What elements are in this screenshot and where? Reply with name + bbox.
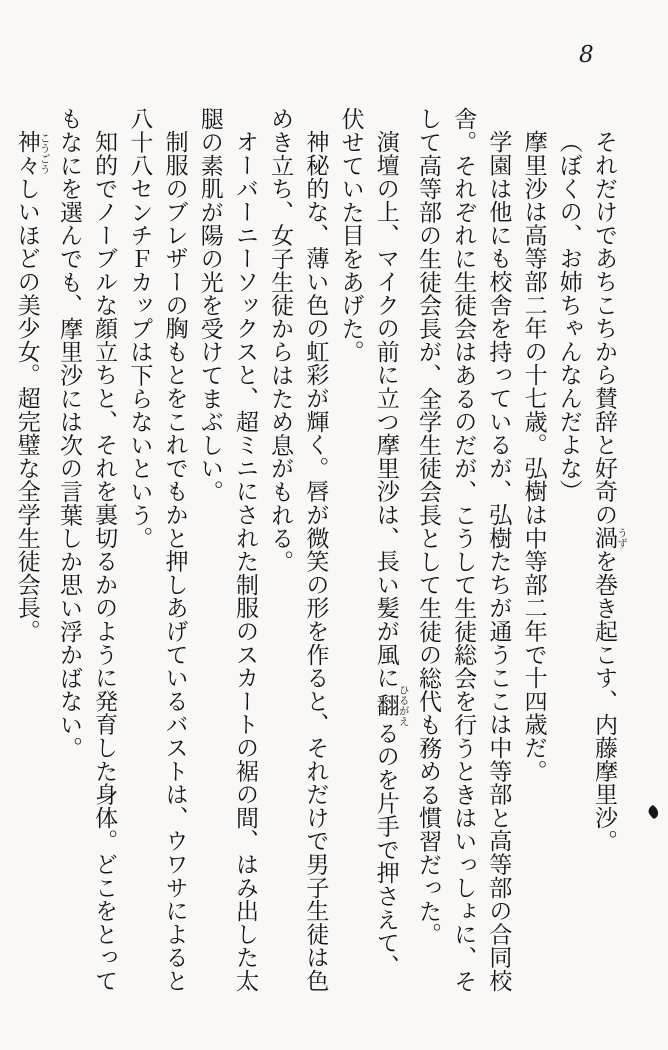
body-text [9,107,628,997]
paragraph: 知的でノーブルな顔立ちと、それを裏切るかのように発育した身体。どこをとってもなにを選んでも、摩里沙には次の言葉しか思い浮かばない。 [55,107,118,993]
ruby-annotated-word: 翻 ひるがえ [372,684,410,727]
furigana: うず [616,526,628,550]
page-number: 8 [579,42,594,68]
paragraph: 制服のブレザーの胸もとをこれでもかと押しあげているバストは、ウワサによると八十八センチＦカップは下らないという。 [126,107,188,993]
ruby-annotated-word: 渦 うず [591,526,628,550]
paragraph: 摩里沙は高等部二年の十七歳。弘樹は中等部二年で十四歳だ。 [520,130,547,783]
paragraph: オーバーニーソックスと、超ミニにされた制服のスカートの裾の間、はみ出した太腿の素肌が陽の光を受けてまぶしい。 [196,107,258,993]
paragraph: 神秘的な、薄い色の虹彩が輝く。唇が微笑の形を作ると、それだけで男子生徒は色めき立ち、女子生徒からはため息がもれる。 [267,107,329,993]
furigana: ひるがえ [397,684,410,727]
paragraph: 学園は他にも校舎を持っているが、弘樹たちが通うここは中等部と高等部の合同校舎。それぞれに生徒会はあるのだが、こうして生徒総会を行うときはいっしょに、そして高等部の生徒会長が、全学生徒会長として生徒の総代も務める慣習だった。 [414,107,512,993]
furigana: こうごう [38,130,51,177]
ink-speck [646,805,660,820]
paragraph: 神々 こうごうしいほどの美少女。超完璧な全学生徒会長。 [13,130,51,643]
paragraph: 演壇の上、マイクの前に立つ摩里沙は、長い髪が風に翻 ひるがえるのを片手で押さえて、伏せていた目をあげた。 [337,107,410,978]
paragraph: それだけであちこちから賛辞と好奇の渦 うずを巻き起こす、内藤摩里沙。 [591,130,628,853]
ruby-annotated-word: 神々 こうごう [13,130,51,177]
paragraph: （ぼくの、お姉ちゃんなんだよな） [555,130,582,503]
